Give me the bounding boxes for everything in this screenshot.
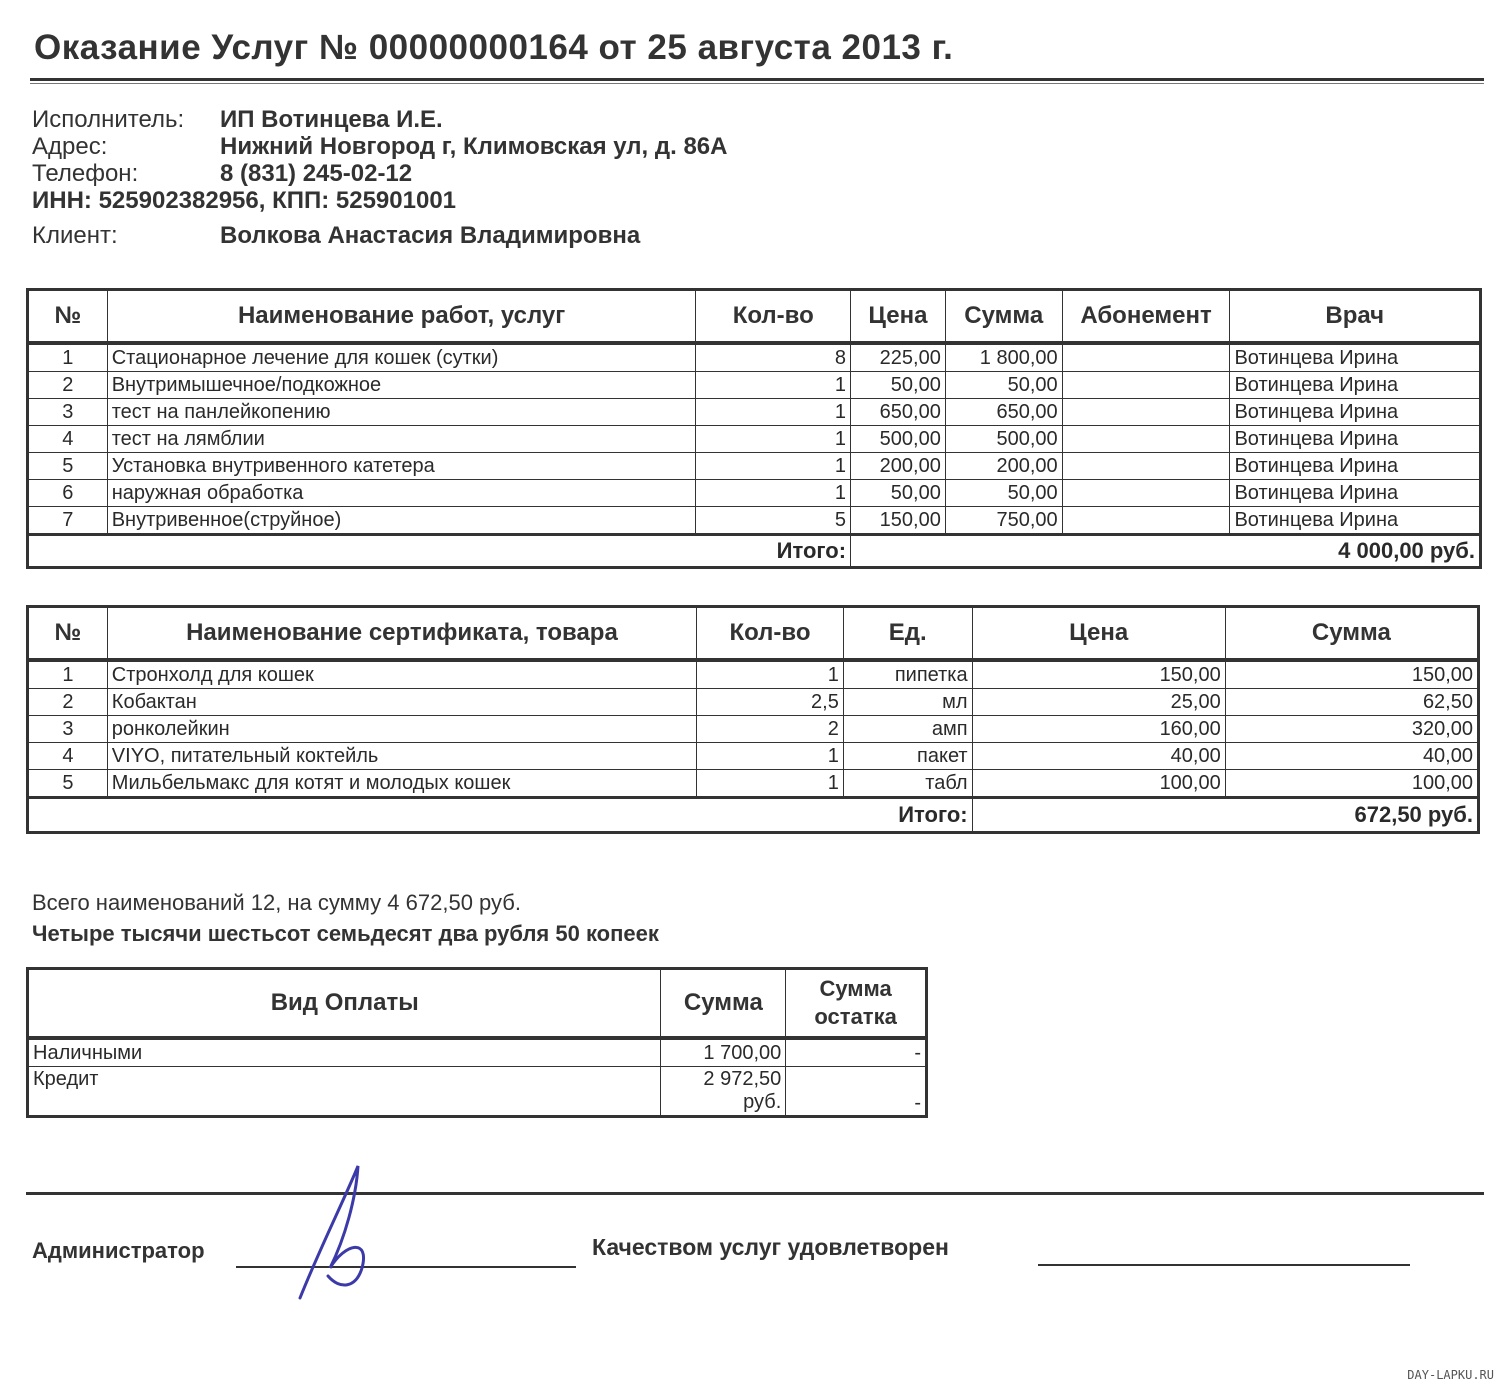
row-number: 1: [28, 343, 108, 372]
goods-unit: табл: [843, 770, 972, 798]
goods-qty: 1: [697, 770, 844, 798]
table-row: [28, 1067, 927, 1117]
row-number: 2: [28, 372, 108, 399]
service-sum: 750,00: [945, 507, 1062, 535]
services-col-price: Цена: [851, 290, 946, 344]
service-subscription: [1062, 453, 1230, 480]
goods-col-name: Наименование сертификата, товара: [107, 607, 696, 661]
goods-qty: 2: [697, 716, 844, 743]
service-subscription: [1062, 372, 1230, 399]
payment-type: Наличными: [28, 1038, 661, 1067]
goods-col-unit: Ед.: [843, 607, 972, 661]
goods-col-price: Цена: [972, 607, 1225, 661]
service-sum: 500,00: [945, 426, 1062, 453]
goods-price: 150,00: [972, 660, 1225, 689]
service-doctor: Вотинцева Ирина: [1230, 399, 1481, 426]
executor-value: ИП Вотинцева И.Е.: [220, 106, 443, 133]
row-number: 7: [28, 507, 108, 535]
service-doctor: Вотинцева Ирина: [1230, 453, 1481, 480]
address-label: Адрес:: [32, 133, 108, 160]
client-label: Клиент:: [32, 222, 118, 249]
service-qty: 1: [696, 453, 851, 480]
signature: [290, 1158, 380, 1308]
goods-price: 100,00: [972, 770, 1225, 798]
summary: [32, 888, 659, 950]
service-price: 200,00: [851, 453, 946, 480]
service-name: Внутривенное(струйное): [107, 507, 696, 535]
service-subscription: [1062, 343, 1230, 372]
executor-label: Исполнитель:: [32, 106, 185, 133]
service-doctor: Вотинцева Ирина: [1230, 480, 1481, 507]
service-subscription: [1062, 399, 1230, 426]
goods-unit: пакет: [843, 743, 972, 770]
table-row: [28, 716, 1479, 743]
row-number: 3: [28, 399, 108, 426]
service-qty: 1: [696, 399, 851, 426]
phone-label: Телефон:: [32, 160, 139, 187]
row-number: 6: [28, 480, 108, 507]
goods-sum: 320,00: [1225, 716, 1478, 743]
goods-sum: 62,50: [1225, 689, 1478, 716]
service-price: 50,00: [851, 372, 946, 399]
signature-divider: [26, 1192, 1484, 1195]
service-name: тест на панлейкопению: [107, 399, 696, 426]
services-col-number: №: [28, 290, 108, 344]
row-number: 3: [28, 716, 108, 743]
service-name: наружная обработка: [107, 480, 696, 507]
row-number: 2: [28, 689, 108, 716]
admin-label: Администратор: [32, 1238, 205, 1263]
service-name: Внутримышечное/подкожное: [107, 372, 696, 399]
goods-header-row: [28, 607, 1479, 661]
row-number: 4: [28, 743, 108, 770]
services-total-value: 4 000,00 руб.: [851, 535, 1481, 568]
service-qty: 1: [696, 480, 851, 507]
table-row: [28, 343, 1481, 372]
payment-sum: 1 700,00: [661, 1038, 786, 1067]
service-subscription: [1062, 507, 1230, 535]
payment-sum: 2 972,50 руб.: [661, 1067, 786, 1117]
goods-total-label: Итого:: [28, 798, 973, 833]
services-total-row: [28, 535, 1481, 568]
service-name: тест на лямблии: [107, 426, 696, 453]
goods-col-sum: Сумма: [1225, 607, 1478, 661]
goods-total-value: 672,50 руб.: [972, 798, 1478, 833]
payments-header-row: [28, 969, 927, 1039]
table-row: [28, 399, 1481, 426]
goods-name: Мильбельмакс для котят и молодых кошек: [107, 770, 696, 798]
goods-total-row: [28, 798, 1479, 833]
service-name: Установка внутривенного катетера: [107, 453, 696, 480]
row-number: 1: [28, 660, 108, 689]
table-row: [28, 480, 1481, 507]
service-doctor: Вотинцева Ирина: [1230, 372, 1481, 399]
service-price: 150,00: [851, 507, 946, 535]
phone-value: 8 (831) 245-02-12: [220, 160, 413, 187]
payments-col-type: Вид Оплаты: [28, 969, 661, 1039]
service-name: Стационарное лечение для кошек (сутки): [107, 343, 696, 372]
goods-price: 40,00: [972, 743, 1225, 770]
service-sum: 50,00: [945, 372, 1062, 399]
table-row: [28, 743, 1479, 770]
goods-sum: 100,00: [1225, 770, 1478, 798]
service-sum: 1 800,00: [945, 343, 1062, 372]
goods-name: Стронхолд для кошек: [107, 660, 696, 689]
goods-price: 25,00: [972, 689, 1225, 716]
services-col-qty: Кол-во: [696, 290, 851, 344]
admin-signature-line: [236, 1266, 576, 1268]
services-table: [26, 288, 1482, 569]
goods-unit: амп: [843, 716, 972, 743]
goods-unit: мл: [843, 689, 972, 716]
services-col-name: Наименование работ, услуг: [107, 290, 696, 344]
table-row: [28, 660, 1479, 689]
table-row: [28, 426, 1481, 453]
row-number: 5: [28, 453, 108, 480]
payment-type: Кредит: [28, 1067, 661, 1117]
payments-table: [26, 967, 928, 1118]
goods-sum: 150,00: [1225, 660, 1478, 689]
row-number: 5: [28, 770, 108, 798]
service-price: 225,00: [851, 343, 946, 372]
table-row: [28, 1038, 927, 1067]
goods-name: Кобактан: [107, 689, 696, 716]
goods-col-qty: Кол-во: [697, 607, 844, 661]
payments-col-rest: Сумма остатка: [786, 969, 927, 1039]
goods-table: [26, 605, 1480, 834]
service-subscription: [1062, 426, 1230, 453]
table-row: [28, 689, 1479, 716]
amount-in-words: Четыре тысячи шестьсот семьдесят два рубля 50 копеек: [32, 921, 659, 946]
payment-rest: -: [786, 1067, 927, 1117]
goods-qty: 1: [697, 743, 844, 770]
table-row: [28, 372, 1481, 399]
goods-name: ронколейкин: [107, 716, 696, 743]
service-price: 500,00: [851, 426, 946, 453]
goods-sum: 40,00: [1225, 743, 1478, 770]
service-doctor: Вотинцева Ирина: [1230, 343, 1481, 372]
client-signature-line: [1038, 1264, 1410, 1266]
goods-col-number: №: [28, 607, 108, 661]
services-col-doctor: Врач: [1230, 290, 1481, 344]
inn-kpp: ИНН: 525902382956, КПП: 525901001: [32, 187, 457, 214]
table-row: [28, 770, 1479, 798]
title-divider-thin: [30, 83, 1484, 84]
services-col-sum: Сумма: [945, 290, 1062, 344]
services-header-row: [28, 290, 1481, 344]
services-col-subscription: Абонемент: [1062, 290, 1230, 344]
service-qty: 1: [696, 372, 851, 399]
service-sum: 650,00: [945, 399, 1062, 426]
table-row: [28, 507, 1481, 535]
goods-price: 160,00: [972, 716, 1225, 743]
payments-col-sum: Сумма: [661, 969, 786, 1039]
client-value: Волкова Анастасия Владимировна: [220, 222, 641, 249]
service-price: 50,00: [851, 480, 946, 507]
goods-qty: 2,5: [697, 689, 844, 716]
service-qty: 8: [696, 343, 851, 372]
service-qty: 1: [696, 426, 851, 453]
service-qty: 5: [696, 507, 851, 535]
goods-unit: пипетка: [843, 660, 972, 689]
title-divider: [30, 78, 1484, 81]
row-number: 4: [28, 426, 108, 453]
quality-label: Качеством услуг удовлетворен: [592, 1234, 949, 1260]
table-row: [28, 453, 1481, 480]
service-price: 650,00: [851, 399, 946, 426]
service-subscription: [1062, 480, 1230, 507]
payment-rest: -: [786, 1038, 927, 1067]
service-sum: 50,00: [945, 480, 1062, 507]
goods-qty: 1: [697, 660, 844, 689]
address-value: Нижний Новгород г, Климовская ул, д. 86А: [220, 133, 728, 160]
document-title: Оказание Услуг № 00000000164 от 25 августа 2013 г.: [34, 28, 954, 67]
service-doctor: Вотинцева Ирина: [1230, 426, 1481, 453]
items-summary: Всего наименований 12, на сумму 4 672,50 руб.: [32, 890, 521, 915]
goods-name: VIYO, питательный коктейль: [107, 743, 696, 770]
services-total-label: Итого:: [28, 535, 851, 568]
watermark: DAY-LAPKU.RU: [1407, 1368, 1494, 1382]
service-sum: 200,00: [945, 453, 1062, 480]
service-doctor: Вотинцева Ирина: [1230, 507, 1481, 535]
